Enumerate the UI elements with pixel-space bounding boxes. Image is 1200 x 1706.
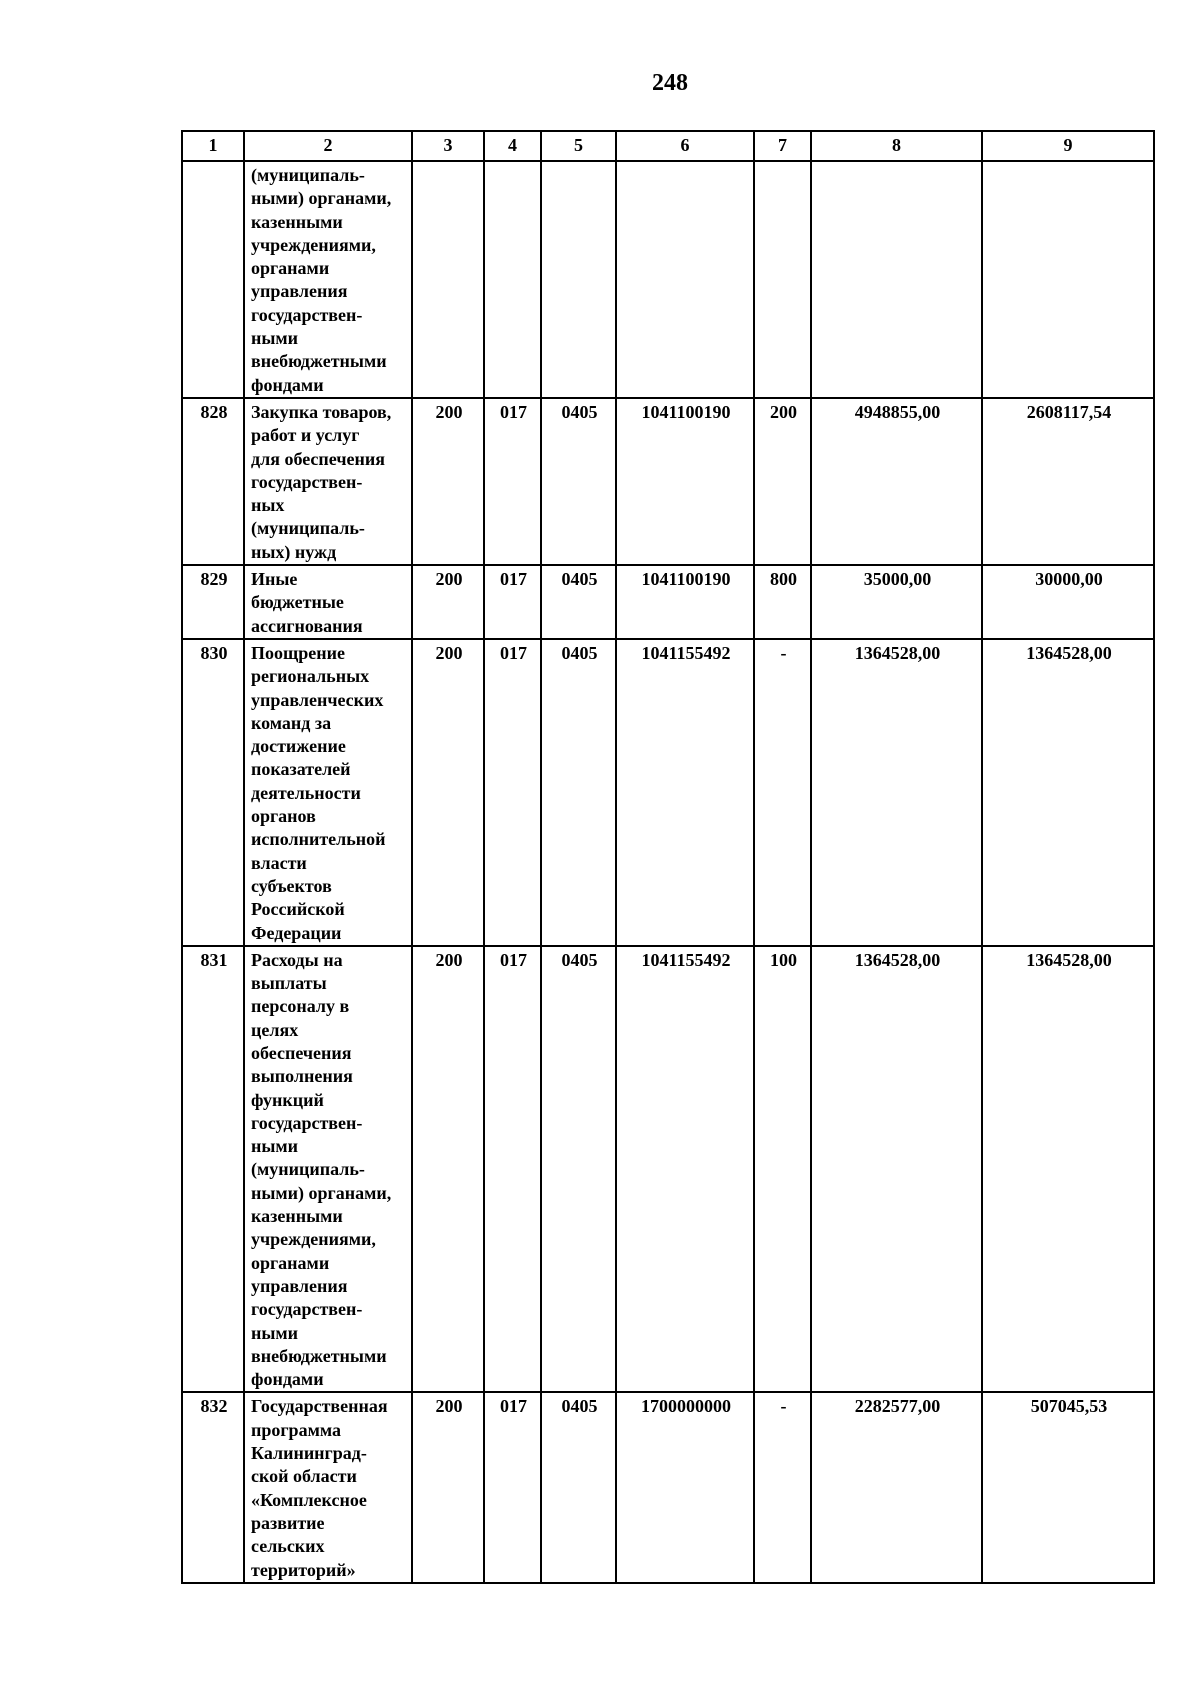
description-line: сельских <box>251 1536 325 1557</box>
description-line: функций <box>251 1089 324 1110</box>
description-line: управленческих <box>251 689 384 710</box>
description-line: государствен- <box>251 304 363 325</box>
code-cell: 0405 <box>541 946 616 1393</box>
budget-table <box>181 130 1155 1584</box>
description-line: Закупка товаров, <box>251 401 392 422</box>
description-line: достижение <box>251 736 346 757</box>
description-line: обеспечения <box>251 1042 352 1063</box>
code-cell: 017 <box>484 946 541 1393</box>
column-header: 7 <box>754 131 811 161</box>
code-cell: - <box>754 1392 811 1582</box>
column-header: 3 <box>412 131 484 161</box>
code-cell: 017 <box>484 565 541 639</box>
description-line: управления <box>251 1275 348 1296</box>
description-line: территорий» <box>251 1559 356 1580</box>
table-row <box>182 398 1154 565</box>
description-line: власти <box>251 852 307 873</box>
description-line: (муниципаль- <box>251 1159 365 1180</box>
code-cell <box>754 161 811 398</box>
description-line: ской области <box>251 1466 357 1487</box>
amount-cell: 1364528,00 <box>982 946 1154 1393</box>
table-header-row <box>182 131 1154 161</box>
description-cell <box>244 639 412 946</box>
code-cell: 0405 <box>541 565 616 639</box>
description-line: Государственная <box>251 1396 388 1417</box>
description-line: ными <box>251 1136 299 1157</box>
code-cell: 1041155492 <box>616 946 754 1393</box>
amount-cell: 507045,53 <box>982 1392 1154 1582</box>
description-cell <box>244 565 412 639</box>
description-line: фондами <box>251 374 324 395</box>
description-line: (муниципаль- <box>251 165 365 185</box>
code-cell <box>412 161 484 398</box>
description-cell <box>244 1392 412 1582</box>
description-cell <box>244 946 412 1393</box>
row-number-cell: 832 <box>182 1392 244 1582</box>
amount-cell: 1364528,00 <box>811 639 982 946</box>
description-line: государствен- <box>251 1112 363 1133</box>
description-line: «Комплексное <box>251 1489 367 1510</box>
column-header: 1 <box>182 131 244 161</box>
description-line: фондами <box>251 1369 324 1390</box>
description-line: Калининград- <box>251 1443 367 1464</box>
code-cell: 1041100190 <box>616 565 754 639</box>
code-cell: 200 <box>412 1392 484 1582</box>
code-cell: 200 <box>412 946 484 1393</box>
description-line: персоналу в <box>251 996 350 1017</box>
table-row <box>182 946 1154 1393</box>
column-header: 6 <box>616 131 754 161</box>
code-cell: 0405 <box>541 1392 616 1582</box>
description-line: казенными <box>251 211 343 232</box>
description-line: для обеспечения <box>251 448 385 469</box>
description-line: команд за <box>251 712 332 733</box>
row-number-cell: 829 <box>182 565 244 639</box>
table-row <box>182 161 1154 398</box>
description-line: Иные <box>251 569 298 590</box>
amount-cell <box>982 161 1154 398</box>
description-line: бюджетные <box>251 592 344 613</box>
amount-cell: 35000,00 <box>811 565 982 639</box>
description-line: органов <box>251 806 316 827</box>
code-cell: 800 <box>754 565 811 639</box>
row-number-cell: 828 <box>182 398 244 565</box>
description-line: органами <box>251 1252 330 1273</box>
code-cell: 200 <box>412 398 484 565</box>
description-line: учреждениями, <box>251 234 376 255</box>
description-line: учреждениями, <box>251 1229 376 1250</box>
code-cell <box>616 161 754 398</box>
code-cell <box>484 161 541 398</box>
description-line: ными <box>251 328 299 349</box>
code-cell: 017 <box>484 398 541 565</box>
description-cell <box>244 161 412 398</box>
row-number-cell <box>182 161 244 398</box>
table-row <box>182 1392 1154 1582</box>
code-cell: 1041100190 <box>616 398 754 565</box>
description-cell <box>244 398 412 565</box>
row-number-cell: 831 <box>182 946 244 1393</box>
code-cell: 200 <box>412 639 484 946</box>
amount-cell: 2608117,54 <box>982 398 1154 565</box>
code-cell: 0405 <box>541 639 616 946</box>
description-line: казенными <box>251 1206 343 1227</box>
table-row <box>182 565 1154 639</box>
description-line: Федерации <box>251 922 342 943</box>
code-cell: - <box>754 639 811 946</box>
description-line: деятельности <box>251 782 361 803</box>
amount-cell: 30000,00 <box>982 565 1154 639</box>
description-line: внебюджетными <box>251 1345 387 1366</box>
description-line: Российской <box>251 899 345 920</box>
description-line: органами <box>251 258 330 279</box>
description-line: ными <box>251 1322 299 1343</box>
description-line: ных <box>251 495 285 516</box>
column-header: 9 <box>982 131 1154 161</box>
description-line: субъектов <box>251 875 332 896</box>
column-header: 2 <box>244 131 412 161</box>
amount-cell <box>811 161 982 398</box>
description-line: внебюджетными <box>251 351 387 372</box>
description-line: ных) нужд <box>251 541 337 562</box>
description-line: работ и услуг <box>251 425 360 446</box>
code-cell: 1041155492 <box>616 639 754 946</box>
code-cell: 017 <box>484 639 541 946</box>
description-line: государствен- <box>251 1299 363 1320</box>
row-number-cell: 830 <box>182 639 244 946</box>
code-cell: 200 <box>754 398 811 565</box>
description-line: управления <box>251 281 348 302</box>
amount-cell: 1364528,00 <box>982 639 1154 946</box>
code-cell: 100 <box>754 946 811 1393</box>
description-line: исполнительной <box>251 829 386 850</box>
description-line: региональных <box>251 666 370 687</box>
code-cell: 017 <box>484 1392 541 1582</box>
amount-cell: 2282577,00 <box>811 1392 982 1582</box>
description-line: ными) органами, <box>251 188 392 209</box>
description-line: Расходы на <box>251 949 343 970</box>
description-line: выполнения <box>251 1066 353 1087</box>
code-cell: 1700000000 <box>616 1392 754 1582</box>
description-line: Поощрение <box>251 642 345 663</box>
description-line: государствен- <box>251 471 363 492</box>
table-row <box>182 639 1154 946</box>
table-body <box>182 161 1154 1583</box>
description-line: развитие <box>251 1512 325 1533</box>
description-line: программа <box>251 1419 341 1440</box>
amount-cell: 1364528,00 <box>811 946 982 1393</box>
description-line: целях <box>251 1019 299 1040</box>
description-line: (муниципаль- <box>251 518 365 539</box>
code-cell: 200 <box>412 565 484 639</box>
amount-cell: 4948855,00 <box>811 398 982 565</box>
column-header: 5 <box>541 131 616 161</box>
description-line: ассигнования <box>251 615 363 636</box>
code-cell <box>541 161 616 398</box>
description-line: показателей <box>251 759 351 780</box>
code-cell: 0405 <box>541 398 616 565</box>
column-header: 8 <box>811 131 982 161</box>
description-line: выплаты <box>251 973 327 994</box>
page-number: 248 <box>652 70 688 96</box>
column-header: 4 <box>484 131 541 161</box>
description-line: ными) органами, <box>251 1182 392 1203</box>
